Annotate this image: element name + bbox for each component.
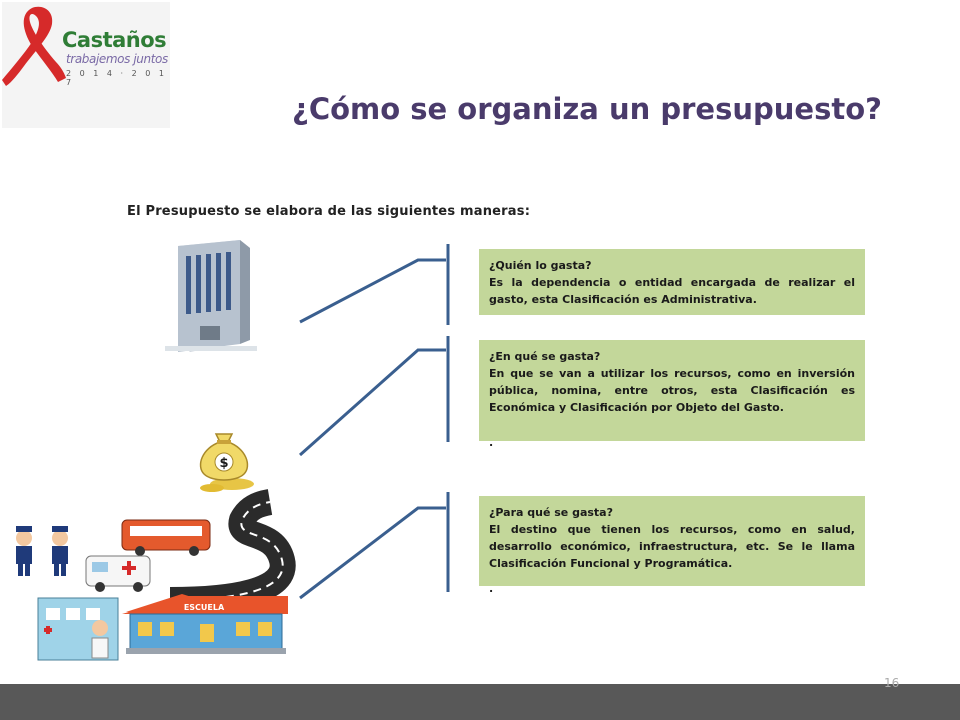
page-number: 16 (884, 676, 900, 690)
slide-title: ¿Cómo se organiza un presupuesto? (292, 92, 882, 126)
answer-para-que: El destino que tienen los recursos, como en salud, desarrollo económico, infraestructura, etc. Se le llama Clasificación Funcional y Programática. (489, 523, 855, 570)
trailing-dot-1: . (489, 436, 494, 449)
logo-tagline: trabajemos juntos (66, 52, 168, 66)
money-symbol: $ (219, 456, 229, 471)
info-box-quien (479, 249, 865, 315)
info-box-en-que (479, 340, 865, 441)
question-en-que: ¿En qué se gasta? (489, 350, 601, 363)
logo-years: 2 0 1 4 · 2 0 1 7 (66, 69, 167, 87)
school-sign: ESCUELA (183, 603, 225, 612)
question-quien: ¿Quién lo gasta? (489, 259, 592, 272)
answer-en-que: En que se van a utilizar los recursos, como en inversión pública, nomina, entre otros, esta Clasificación es Económica y Clasificación por Objeto del Gasto. (489, 367, 855, 414)
logo-name: Castaños (62, 28, 167, 52)
footer-bar (0, 684, 960, 720)
question-para-que: ¿Para qué se gasta? (489, 506, 613, 519)
trailing-dot-2: . (489, 582, 494, 595)
info-box-para-que (479, 496, 865, 586)
answer-quien: Es la dependencia o entidad encargada de realizar el gasto, esta Clasificación es Administrativa. (489, 276, 855, 306)
intro-text: El Presupuesto se elabora de las siguientes maneras: (127, 204, 531, 219)
